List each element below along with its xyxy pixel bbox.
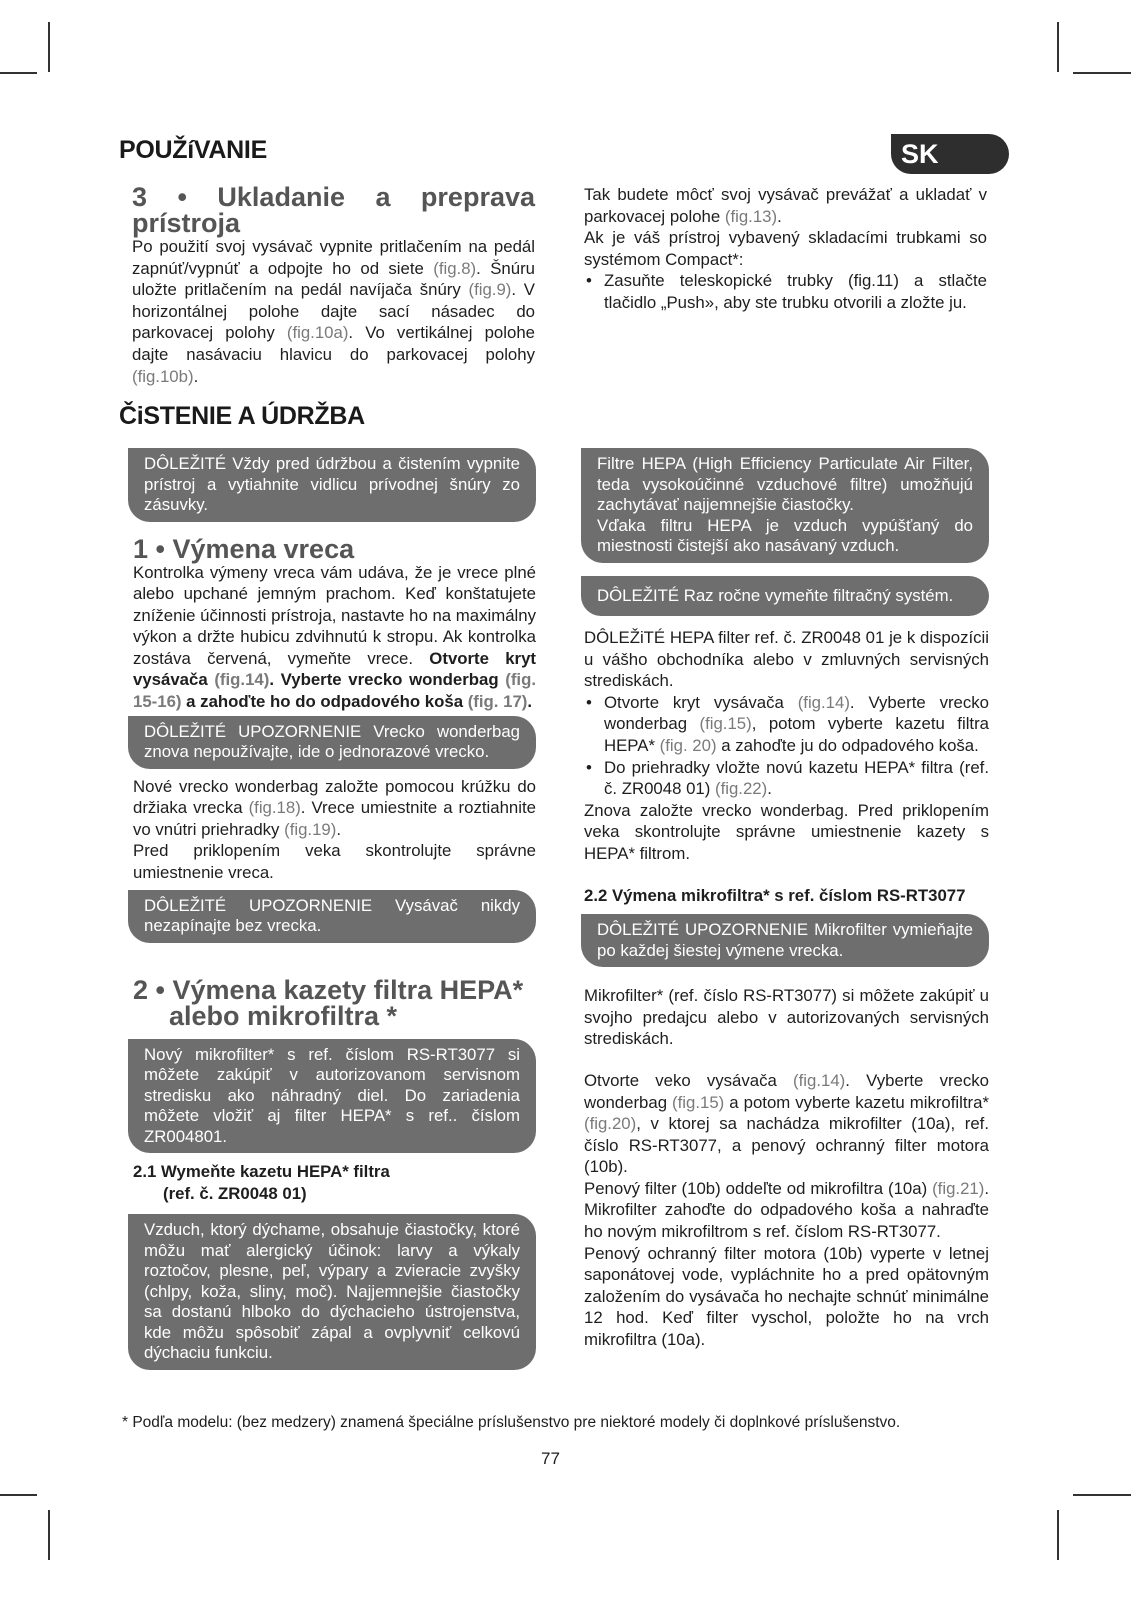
crop-mark: [48, 22, 50, 72]
info-note-microfilter-spare: Nový mikrofilter* s ref. číslom RS-RT3077 si môžete zakúpiť v autorizovanom servisnom stredisku ako náhradný diel. Do zariadenia môžete vložiť aj filter HEPA* s ref.. číslom ZR004801.: [128, 1039, 536, 1154]
text-run: . Vrece umiestnite a roztiahnite vo vnútri priehradky: [133, 798, 536, 839]
text-run: , potom vyberte kazetu filtra HEPA*: [604, 714, 989, 755]
subsection22-heading: 2.2 Výmena mikrofiltra* s ref. číslom RS-RT3077: [584, 885, 966, 905]
usage-paragraph-2: Ak je váš prístroj vybavený skladacími trubkami so systémom Compact*:: [584, 228, 987, 269]
figure-reference: (fig.8): [433, 258, 477, 278]
text-run: . V horizontálnej polohe dajte sací násadec do parkovacej polohy: [132, 280, 535, 343]
warning-note-microfilter: DÔLEŽITÉ UPOZORNENIE Mikrofilter vymieňajte po každej šiestej výmene vrecka.: [581, 914, 989, 967]
usage-bullet: • Zasuňte teleskopické trubky (fig.11) a stlačte tlačidlo „Push», aby ste trubku otvorili a zložte ju.: [584, 270, 987, 313]
section2-heading: [133, 974, 536, 1031]
figure-reference: (fig.22): [715, 779, 768, 799]
figure-reference: (fig.15): [672, 1092, 725, 1112]
hepa-bullet-2: [584, 757, 989, 800]
text-run: , v ktorej sa nachádza mikrofilter (10a), ref. číslo RS-RT3077, a penový ochranný filter motora (10b).: [584, 1114, 989, 1177]
cleaning-right-column: [581, 448, 989, 1351]
crop-mark: [1057, 22, 1059, 72]
text-run: .: [777, 206, 782, 226]
language-badge: SK: [891, 134, 1009, 174]
usage-right-column: [584, 184, 987, 314]
figure-reference: (fig.15): [699, 714, 752, 734]
text-run: Po použití svoj vysávač vypnite pritlačením na pedál zapnúť/vypnúť a odpojte ho od siete: [132, 237, 535, 278]
microfilter-paragraph-2: [584, 1070, 989, 1178]
hepa-availability-paragraph: DÔLEŽiTÉ HEPA filter ref. č. ZR0048 01 je k dispozícii u vášho obchodníka alebo v zmluvných servisných strediskách.: [584, 628, 989, 691]
figure-reference: (fig.14): [793, 1070, 846, 1090]
text-run: Tak budete môcť svoj vysávač prevážať a ukladať v parkovacej polohe: [584, 185, 987, 226]
figure-reference: (fig.14): [214, 670, 270, 690]
text-run: . Šnúru uložte pritlačením na pedál navíjača šnúry: [132, 258, 535, 300]
figure-reference: (fig.18): [248, 798, 301, 818]
section3-paragraph: [132, 236, 535, 387]
hepa-bullet-1: [584, 692, 989, 757]
text-run: . Mikrofilter zahoďte do odpadového koša a nahraďte ho novým mikrofiltrom s ref. číslom RS-RT3077.: [584, 1178, 989, 1242]
section2-heading-line2: alebo mikrofiltra *: [169, 1000, 398, 1031]
microfilter-paragraph-4: Penový ochranný filter motora (10b) vyperte v letnej saponátovej vode, vypláchnite ho a pred opätovným založením do vysávača ho nechajte schnúť minimálne 12 hod. Keď filter vyschol, položte ho na vrch mikrofiltra (10a).: [584, 1243, 989, 1350]
microfilter-paragraph-1: Mikrofilter* (ref. číslo RS-RT3077) si môžete zakúpiť u svojho predajcu alebo v autorizovaných servisných strediskách.: [584, 986, 989, 1049]
figure-reference: (fig.21): [932, 1178, 985, 1198]
subsection21-line2: (ref. č. ZR0048 01): [163, 1183, 307, 1203]
microfilter-paragraph-3: [584, 1178, 989, 1243]
page-number: 77: [541, 1449, 560, 1468]
subsection21-line1: 2.1 Wymeňte kazetu HEPA* filtra: [133, 1162, 390, 1182]
text-run: Do priehradky vložte novú kazetu HEPA* filtra (ref. č. ZR0048 01): [604, 757, 989, 799]
section1-paragraph-1: [133, 562, 536, 713]
text-run: Nové vrecko wonderbag založte pomocou krúžku do držiaka vrecka: [133, 776, 536, 818]
text-run: a potom vyberte kazetu mikrofiltra*: [724, 1092, 989, 1112]
important-note-unplug: DÔLEŽITÉ Vždy pred údržbou a čistením vypnite prístroj a vytiahnite vidlicu prívodnej šnúry zo zásuvky.: [128, 448, 536, 522]
figure-reference: (fig.13): [724, 206, 778, 226]
figure-reference: (fig. 17): [467, 692, 528, 712]
text-run: . Vyberte vrecko wonderbag: [269, 670, 506, 690]
text-run: Penový filter (10b) oddeľte od mikrofiltra (10a): [584, 1178, 933, 1198]
text-run: Otvorte kryt vysávača: [604, 692, 798, 712]
section2-heading-line1: 2 • Výmena kazety filtra HEPA*: [133, 974, 524, 1005]
text-run: .: [767, 779, 772, 799]
text-run: .: [527, 692, 533, 712]
figure-reference: (fig.9): [468, 280, 512, 300]
figure-reference: (fig. 15-16): [133, 670, 537, 712]
usage-left-column: [132, 184, 535, 387]
crop-mark: [0, 72, 37, 74]
figure-reference: (fig.19): [284, 819, 337, 839]
crop-mark: [0, 1494, 37, 1496]
subsection21-heading: [133, 1161, 536, 1204]
section-title-cleaning: ČiSTENIE A ÚDRŽBA: [119, 402, 365, 430]
info-note-air-particles: Vzduch, ktorý dýchame, obsahuje čiastočky, ktoré môžu mať alergický účinok: larvy a výkaly roztočov, plesne, peľ, výpary a zvieracie zvyšky (chlpy, koža, sliny, moč). Najjemnejšie čiastočky sa dostanú hlboko do dýchacieho ústrojenstva, kde môžu spôsobiť zápal a ovplyvniť celkovú dýchaciu funkciu.: [128, 1214, 536, 1370]
text-run: . Vo vertikálnej polohe dajte nasávaciu hlavicu do parkovacej polohy: [132, 323, 535, 364]
text-run: Otvorte kryt vysávača: [133, 648, 537, 690]
text-run: . Vyberte vrecko wonderbag: [584, 1070, 989, 1112]
figure-reference: (fig.20): [584, 1114, 637, 1134]
section-title-usage: POUŽíVANIE: [119, 136, 267, 164]
figure-reference: (fig.10a): [286, 323, 349, 343]
info-note-hepa: Filtre HEPA (High Efficiency Particulate Air Filter, teda vysokoúčinné vzduchové filtre) umožňujú zachytávať najjemnejšie čiastočky. Vďaka filtru HEPA je vzduch vypúšťaný do miestnosti čistejší ako nasávaný vzduch.: [581, 448, 989, 563]
text-run: . Vyberte vrecko wonderbag: [604, 692, 990, 734]
hepa-paragraph-2: Znova založte vrecko wonderbag. Pred priklopením veka skontrolujte správne umiestnenie kazety s HEPA* filtrom.: [584, 800, 989, 863]
section3-heading: 3 • Ukladanie a preprava prístroja: [132, 182, 535, 238]
text-run: a zahoďte ju do odpadového koša.: [716, 735, 979, 755]
important-note-yearly: DÔLEŽITÉ Raz ročne vymeňte filtračný systém.: [581, 576, 989, 617]
figure-reference: (fig.10b): [132, 366, 194, 386]
footnote: * Podľa modelu: (bez medzery) znamená špeciálne príslušenstvo pre niektoré modely či doplnkové príslušenstvo.: [122, 1414, 901, 1431]
section1-paragraph-3: Pred priklopením veka skontrolujte správne umiestnenie vreca.: [133, 841, 536, 883]
cleaning-left-column: [128, 448, 536, 1370]
text-run: .: [193, 366, 199, 386]
figure-reference: (fig.14): [797, 692, 850, 712]
crop-mark: [1073, 72, 1131, 74]
crop-mark: [1073, 1494, 1131, 1496]
section1-paragraph-2: [133, 776, 536, 841]
text-run: Otvorte veko vysávača: [584, 1070, 794, 1090]
text-run: Kontrolka výmeny vreca vám udáva, že je vrece plné alebo upchané jemným prachom. Keď konštatujete zníženie účinnosti prístroja, nastavte ho na maximálny výkon a držte hubicu zdvihnutú k stropu. Ak kontrolka zostáva červená, vymeňte vrece.: [133, 562, 536, 668]
figure-reference: (fig. 20): [659, 735, 717, 755]
text-run: .: [336, 819, 342, 839]
crop-mark: [1057, 1510, 1059, 1560]
crop-mark: [48, 1510, 50, 1560]
warning-note-no-bag: DÔLEŽITÉ UPOZORNENIE Vysávač nikdy nezapínajte bez vrecka.: [128, 890, 536, 943]
usage-paragraph-1: [584, 184, 987, 227]
warning-note-bag-reuse: DÔLEŽITÉ UPOZORNENIE Vrecko wonderbag znova nepoužívajte, ide o jednorazové vrecko.: [128, 716, 536, 769]
text-run: a zahoďte ho do odpadového koša: [181, 692, 468, 712]
section1-heading: 1 • Výmena vreca: [133, 533, 355, 564]
